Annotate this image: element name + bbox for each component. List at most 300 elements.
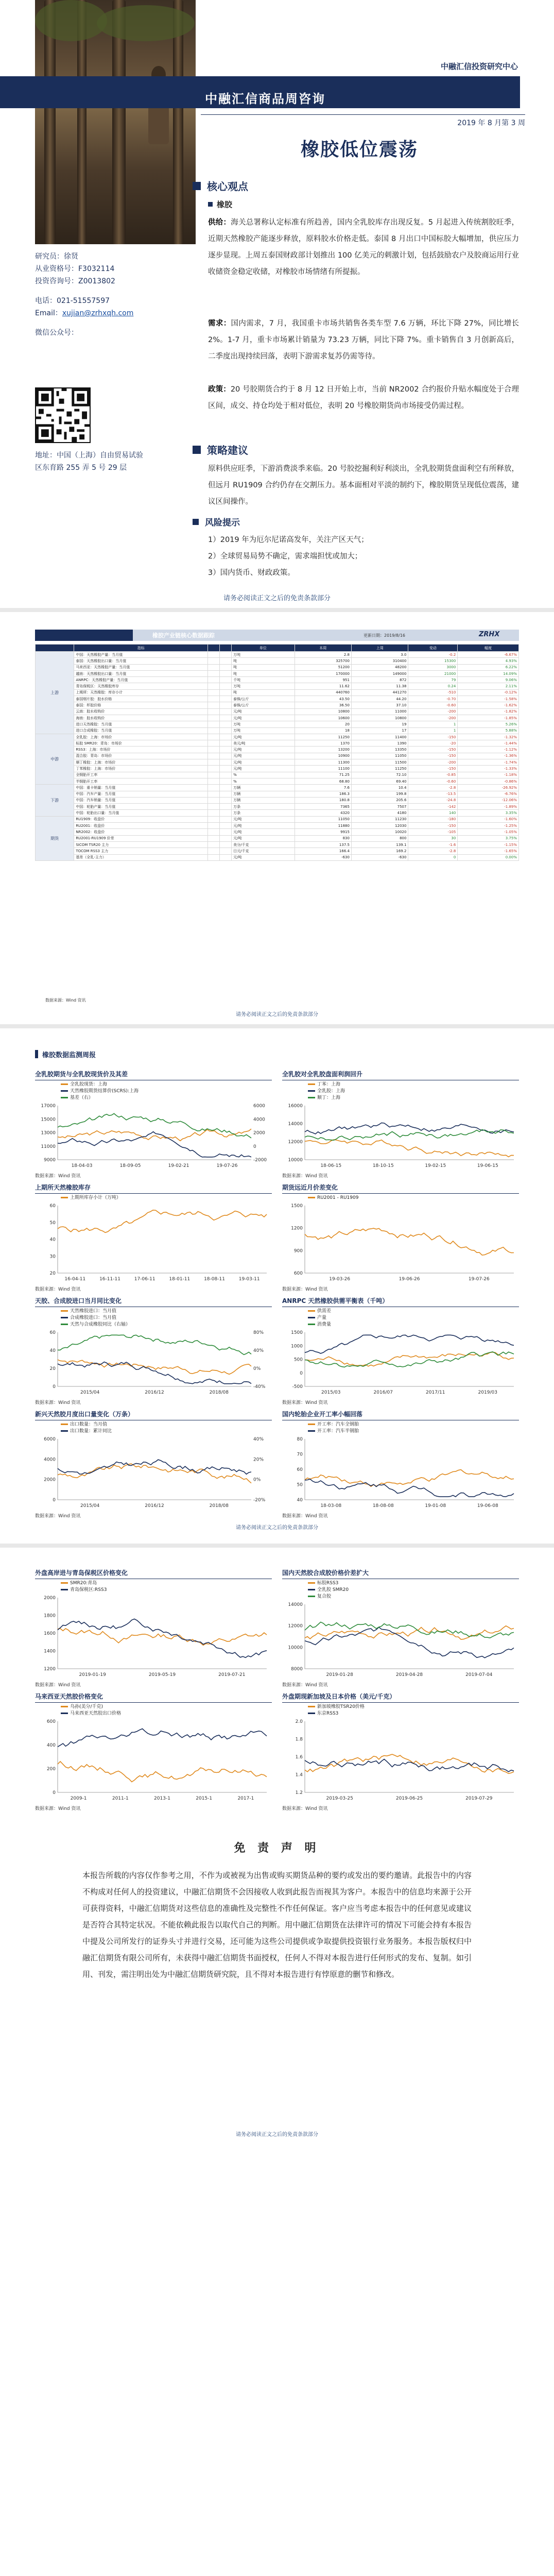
legend-swatch xyxy=(308,1317,315,1318)
table-update-date: 更新日期：2019/8/16 xyxy=(363,633,406,638)
table-cell xyxy=(208,696,220,702)
table-cell xyxy=(208,734,220,740)
y-tick-label: 10000 xyxy=(288,1645,303,1651)
table-cell: 万条 xyxy=(232,810,295,816)
table-cell: -150 xyxy=(408,753,458,759)
risk-item-1: 1）2019 年为厄尔尼诺高发年，关注产区天气； xyxy=(208,536,369,544)
table-cell: 10900 xyxy=(295,753,351,759)
table-cell xyxy=(220,804,232,810)
table-cell xyxy=(208,841,220,848)
y-tick-label: 1200 xyxy=(44,1667,56,1672)
table-cell: -150 xyxy=(408,734,458,740)
x-tick-label: 19-07-26 xyxy=(468,1277,490,1282)
blank-tail xyxy=(0,2156,554,2576)
x-tick-label: 2013-1 xyxy=(154,1796,170,1801)
table-cell: 2.8 xyxy=(295,652,351,658)
y-tick-label: 1500 xyxy=(291,1204,303,1209)
x-tick-label: 2015/03 xyxy=(321,1390,341,1395)
y-tick-label: 50 xyxy=(297,1482,303,1488)
table-cell: 12030 xyxy=(351,823,408,829)
table-cell: 21000 xyxy=(408,670,458,676)
table-cell: 吨 xyxy=(232,689,295,696)
footer-disclaimer-note: 请务必阅读正文之后的免责条款部分 xyxy=(236,2132,318,2138)
table-cell xyxy=(208,652,220,658)
x-tick-label: 18-09-05 xyxy=(119,1163,141,1168)
legend-label: 出口数量：累计同比 xyxy=(70,1429,112,1434)
table-header-band-dark xyxy=(35,630,133,641)
table-cell: -1.89% xyxy=(458,804,519,810)
table-cell: 140 xyxy=(408,810,458,816)
legend-swatch xyxy=(308,1097,315,1098)
table-cell: 79 xyxy=(408,677,458,683)
y-tick-label: 1.2 xyxy=(295,1790,303,1795)
report-title: 橡胶低位震荡 xyxy=(301,139,419,160)
table-cell: 越南：天然橡胶出口量：当月值 xyxy=(74,670,208,676)
table-category-cell: 期货 xyxy=(36,816,74,860)
table-cell xyxy=(220,670,232,676)
table-cell: 169.2 xyxy=(351,848,408,854)
table-row xyxy=(36,702,519,708)
legend-swatch xyxy=(61,1423,68,1425)
table-cell: 泰国：天然橡胶出口量：当月值 xyxy=(74,658,208,664)
chart-axis xyxy=(305,1439,514,1500)
x-tick-label: 2018/08 xyxy=(209,1390,229,1395)
table-cell: 泰国烟片胶：胶水价格 xyxy=(74,696,208,702)
chart-axis xyxy=(305,1604,514,1669)
table-cell: -0.60 xyxy=(408,778,458,784)
table-cell: 万辆 xyxy=(232,797,295,803)
table-row xyxy=(36,810,519,816)
table-cell: 137.5 xyxy=(295,841,351,848)
y-tick-label: 500 xyxy=(293,1357,303,1363)
supply-text: 海关总署称认定标准有所趋善，国内全乳胶库存出现反复。5 月起进入传统割胶旺季，近期天然橡胶产能逐步释放，原料胶水价格走低。泰国 8 月出口中国标胶大幅增加，供应压力逐步显现。上周五泰国财政部计划推出 100 亿美元的刺激计划，包括鼓励农户及胶商运用行业收储资金稳定收储，对橡胶市场情绪有所提振。 xyxy=(208,218,519,276)
x-tick-label: 2016/12 xyxy=(145,1503,164,1509)
legend-label: SMR20:青岛 xyxy=(70,1581,97,1586)
table-cell: % xyxy=(232,772,295,778)
legend-label: 天然橡胶进口：当月值 xyxy=(70,1309,117,1314)
table-cell xyxy=(208,797,220,803)
table-cell: 马来西亚：天然橡胶产量：当月值 xyxy=(74,664,208,670)
rubber-plantation-photo xyxy=(35,0,196,244)
table-cell: RU2001-RU1909 价差 xyxy=(74,835,208,841)
table-cell: 1 xyxy=(408,721,458,727)
table-cell xyxy=(208,854,220,860)
table-cell: 11500 xyxy=(351,759,408,766)
legend-swatch xyxy=(308,1582,315,1584)
table-cell: -1.74% xyxy=(458,759,519,766)
y-tick-label: 13000 xyxy=(41,1130,56,1136)
y-tick-label: -500 xyxy=(292,1384,303,1389)
series-line xyxy=(58,1729,267,1747)
heading-square-icon xyxy=(193,182,201,190)
table-logo: ZRHX xyxy=(479,631,500,638)
legend-swatch xyxy=(61,1310,68,1312)
table-cell: 17 xyxy=(351,727,408,734)
table-row xyxy=(36,734,519,740)
core-data-table xyxy=(35,644,519,861)
y-tick-label: 70 xyxy=(297,1452,303,1458)
x-tick-label: 2017/11 xyxy=(426,1390,445,1395)
table-cell xyxy=(220,658,232,664)
disclaimer-text: 本报告所载的内容仅作参考之用，不作为或被视为出售或购买期货品种的要约或发出的要约邀请。此报告中的内容不构成对任何人的投资建议，中融汇信期货不会因接收人收到此报告而视其为客户。本报告中的信息均来源于公开可获得资料，中融汇信期货对这些信息的准确性及完整性不作任何保证。客户应当考虑本报告中的任何意见或建议是否符合其特定状况。不能依赖此报告以取代自己的判断。用中融汇信期货在法律许可的情况下可能会持有本报告中提及公司所发行的证券头寸并进行交易，还可能为这些公司提供或争取提供投资银行业务服务。本报告版权归中融汇信期货有限公司所有，未获得中融汇信期货书面授权，任何人不得对本报告进行任何形式的发布、复制。如引用、刊发，需注明出处为中融汇信期货研究院，且不得对本报告进行有悖原意的删节和修改。 xyxy=(82,1871,472,1979)
legend-label: 消费量 xyxy=(317,1322,332,1327)
table-cell: 中国：重卡销量：当月值 xyxy=(74,785,208,791)
table-row xyxy=(36,829,519,835)
table-cell xyxy=(208,702,220,708)
table-cell xyxy=(220,696,232,702)
chart-source: 数据来源：Wind 资讯 xyxy=(35,1287,81,1292)
table-cell: 万吨 xyxy=(232,727,295,734)
table-cell: 元/吨 xyxy=(232,823,295,829)
table-cell xyxy=(220,816,232,822)
table-cell: -1.58% xyxy=(458,696,519,702)
table-cell: RU2001：收盘价 xyxy=(74,823,208,829)
chart-panel xyxy=(35,1692,272,1811)
table-cell: 13350 xyxy=(351,747,408,753)
table-column-header: 变动 xyxy=(408,645,458,652)
table-row xyxy=(36,766,519,772)
chart-title: 全乳胶期货与全乳胶现货价及其差 xyxy=(35,1070,272,1080)
y-tick-label: 2000 xyxy=(44,1596,56,1601)
chart-panel xyxy=(282,1070,519,1179)
x-tick-label: 19-06-26 xyxy=(399,1277,420,1282)
table-cell xyxy=(220,772,232,778)
table-cell: 830 xyxy=(295,835,351,841)
table-row xyxy=(36,778,519,784)
table-cell: 2.11% xyxy=(458,683,519,689)
legend-swatch xyxy=(308,1589,315,1590)
y-tick-label: 30 xyxy=(49,1254,56,1260)
table-cell: 44.20 xyxy=(351,696,408,702)
y-right-tick-label: 6000 xyxy=(253,1104,265,1109)
table-cell: ANRPC：天然橡胶产量：当月值 xyxy=(74,677,208,683)
y-tick-label: 1600 xyxy=(44,1631,56,1636)
table-cell xyxy=(208,747,220,753)
table-cell xyxy=(220,848,232,854)
chart-title: 马来西亚天然胶价格变化 xyxy=(35,1692,272,1703)
x-tick-label: 2019-07-21 xyxy=(218,1672,246,1677)
y-tick-label: 1.6 xyxy=(295,1755,303,1760)
email-link[interactable]: xujian@zrhxqh.com xyxy=(62,309,134,317)
chart-panel xyxy=(35,1296,272,1405)
chart-source: 数据来源：Wind 资讯 xyxy=(35,1400,81,1405)
table-cell: 万辆 xyxy=(232,785,295,791)
legend-swatch xyxy=(308,1324,315,1325)
y-right-tick-label: 0 xyxy=(253,1144,256,1149)
chart-panel xyxy=(282,1183,519,1292)
table-cell: 951 xyxy=(295,677,351,683)
table-cell: -180 xyxy=(408,816,458,822)
table-cell: 69.40 xyxy=(351,778,408,784)
strategy-heading xyxy=(193,442,248,457)
risk-heading xyxy=(193,515,240,528)
table-row xyxy=(36,715,519,721)
table-cell: 3.75% xyxy=(458,835,519,841)
table-row xyxy=(36,854,519,860)
y-tick-label: 12000 xyxy=(288,1623,303,1629)
table-cell: -2.8 xyxy=(408,785,458,791)
table-cell xyxy=(208,689,220,696)
table-cell: 11250 xyxy=(351,766,408,772)
table-cell: 1370 xyxy=(295,740,351,747)
x-tick-label: 18-10-15 xyxy=(372,1163,394,1168)
table-cell: 7507 xyxy=(351,804,408,810)
y-tick-label: 1.4 xyxy=(295,1772,303,1778)
page-separator xyxy=(0,608,554,612)
table-cell: -6.67% xyxy=(458,652,519,658)
y-tick-label: 600 xyxy=(293,1271,303,1276)
chart-axis xyxy=(58,1721,267,1792)
legend-label: 全乳胶：上海 xyxy=(317,1089,345,1094)
legend-label: 开工率：汽车半钢胎 xyxy=(317,1429,359,1434)
table-cell xyxy=(208,810,220,816)
chart-source: 数据来源：Wind 资讯 xyxy=(35,1683,81,1688)
chart-source: 数据来源：Wind 资讯 xyxy=(282,1400,328,1405)
table-cell xyxy=(208,772,220,778)
chart-title: 新兴天然胶月度出口量变化（万条） xyxy=(35,1410,272,1420)
table-cell xyxy=(220,689,232,696)
supply-label: 供给： xyxy=(208,218,231,227)
table-column-header xyxy=(36,645,74,652)
chart-axis xyxy=(305,1721,514,1792)
table-cell: 10020 xyxy=(351,829,408,835)
table-row xyxy=(36,848,519,854)
y-tick-label: 60 xyxy=(49,1330,56,1335)
chart-title: 天胶、合成胶进口当月同比变化 xyxy=(35,1296,272,1307)
table-column-header: 指标 xyxy=(74,645,208,652)
table-cell: -13.5 xyxy=(408,791,458,797)
table-row xyxy=(36,696,519,702)
table-cell xyxy=(220,664,232,670)
footer-disclaimer-note: 请务必阅读正文之后的免责条款部分 xyxy=(236,1012,318,1018)
core-view-heading xyxy=(193,178,248,193)
table-cell: -20 xyxy=(408,740,458,747)
table-cell: % xyxy=(232,778,295,784)
table-cell: 元/吨 xyxy=(232,753,295,759)
table-cell xyxy=(208,708,220,715)
y-tick-label: 1200 xyxy=(291,1226,303,1231)
table-cell: 5.88% xyxy=(458,727,519,734)
table-cell: -1.82% xyxy=(458,708,519,715)
heading-square-icon xyxy=(193,446,201,454)
table-row xyxy=(36,841,519,848)
y-tick-label: 40 xyxy=(49,1348,56,1353)
section-bar-icon xyxy=(35,1050,38,1058)
license-number: 从业资格号：F3032114 xyxy=(35,265,115,273)
x-tick-label: 18-06-15 xyxy=(320,1163,342,1168)
y-right-tick-label: 0% xyxy=(253,1366,261,1371)
chart-plot xyxy=(35,1420,272,1511)
table-row xyxy=(36,727,519,734)
table-cell xyxy=(220,854,232,860)
table-cell: 440760 xyxy=(295,689,351,696)
table-row xyxy=(36,835,519,841)
series-line xyxy=(58,1619,267,1657)
table-cell xyxy=(208,658,220,664)
y-right-tick-label: 0% xyxy=(253,1477,261,1483)
address-line-1: 地址：中国（上海）自由贸易试验 xyxy=(35,451,143,460)
table-cell: 元/吨 xyxy=(232,734,295,740)
table-cell: -142 xyxy=(408,804,458,810)
y-tick-label: 6000 xyxy=(44,1437,56,1442)
legend-swatch xyxy=(308,1310,315,1312)
table-row xyxy=(36,772,519,778)
table-cell: 元/吨 xyxy=(232,854,295,860)
policy-label: 政策： xyxy=(208,385,231,394)
y-tick-label: 0 xyxy=(53,1384,56,1389)
series-line xyxy=(305,1479,514,1497)
table-cell: 14.09% xyxy=(458,670,519,676)
table-header-row xyxy=(36,645,519,652)
legend-label: 上期所库存小计（万吨） xyxy=(70,1195,122,1200)
table-cell xyxy=(220,759,232,766)
legend-swatch xyxy=(61,1706,68,1707)
y-tick-label: 14000 xyxy=(288,1602,303,1607)
legend-swatch xyxy=(61,1589,68,1590)
table-cell xyxy=(208,677,220,683)
y-tick-label: 14000 xyxy=(288,1122,303,1127)
series-line xyxy=(305,1352,514,1366)
chart-axis xyxy=(58,1598,267,1669)
table-cell: 166.4 xyxy=(295,848,351,854)
footer-disclaimer-note: 请务必阅读正文之后的免责条款部分 xyxy=(223,595,331,602)
legend-label: 标胶RSS3 xyxy=(317,1581,339,1586)
table-cell: 10600 xyxy=(295,715,351,721)
table-cell: 中国：轮胎出口量：当月值 xyxy=(74,810,208,816)
table-cell: 全钢胎开工率 xyxy=(74,772,208,778)
table-cell: 基差（全乳-主力） xyxy=(74,854,208,860)
table-column-header: 单位 xyxy=(232,645,295,652)
table-cell: 混合胶：青岛：市场价 xyxy=(74,753,208,759)
y-tick-label: 1.8 xyxy=(295,1737,303,1742)
y-tick-label: 2.0 xyxy=(295,1719,303,1724)
table-category-cell: 上游 xyxy=(36,652,74,734)
table-row xyxy=(36,683,519,689)
table-cell: 11050 xyxy=(295,816,351,822)
legend-label: 天然橡胶期货结算价(SCRS):上海 xyxy=(70,1089,139,1094)
x-tick-label: 2019-05-19 xyxy=(148,1672,176,1677)
legend-label: 出口数量：当月值 xyxy=(70,1422,108,1427)
y-tick-label: 0 xyxy=(53,1498,56,1503)
chart-plot xyxy=(35,1307,272,1398)
chart-panel xyxy=(35,1183,272,1292)
table-cell: 800 xyxy=(351,835,408,841)
x-tick-label: 2016/07 xyxy=(373,1390,393,1395)
risk-heading-text: 风险提示 xyxy=(205,518,240,528)
chart-title: 国内轮胎企业开工率小幅回落 xyxy=(282,1410,519,1420)
table-cell: 泰铢/公斤 xyxy=(232,696,295,702)
table-cell xyxy=(208,664,220,670)
table-cell: 441270 xyxy=(351,689,408,696)
y-tick-label: 4000 xyxy=(44,1457,56,1463)
x-tick-label: 18-03-08 xyxy=(320,1503,342,1509)
table-cell: 中国：汽车产量：当月值 xyxy=(74,791,208,797)
band-title: 中融汇信商品周咨询 xyxy=(205,92,325,106)
chart-axis xyxy=(58,1439,251,1500)
y-tick-label: 10000 xyxy=(288,1158,303,1163)
table-cell xyxy=(220,753,232,759)
table-cell: 元/吨 xyxy=(232,747,295,753)
chart-plot xyxy=(35,1579,272,1680)
table-cell: 48200 xyxy=(351,664,408,670)
table-cell: 元/吨 xyxy=(232,708,295,715)
y-tick-label: 1400 xyxy=(44,1649,56,1654)
table-cell xyxy=(208,785,220,791)
table-cell xyxy=(220,810,232,816)
table-cell: -2.8 xyxy=(408,848,458,854)
table-cell: 标胶 SMR20：青岛：市场价 xyxy=(74,740,208,747)
series-line xyxy=(305,1352,514,1367)
table-cell: -1.18% xyxy=(458,772,519,778)
table-cell xyxy=(208,835,220,841)
table-cell: 68.80 xyxy=(295,778,351,784)
table-category-cell: 中游 xyxy=(36,734,74,784)
table-category-cell: 下游 xyxy=(36,785,74,816)
table-cell: 美元/吨 xyxy=(232,740,295,747)
table-cell: 11880 xyxy=(295,823,351,829)
table-cell: 6.22% xyxy=(458,664,519,670)
y-tick-label: 11000 xyxy=(41,1144,56,1149)
table-cell: -1.33% xyxy=(458,766,519,772)
table-cell: 元/吨 xyxy=(232,759,295,766)
series-line xyxy=(58,1113,251,1138)
x-tick-label: 2019-07-04 xyxy=(465,1672,493,1677)
table-cell: -1.32% xyxy=(458,734,519,740)
table-cell: 9.06% xyxy=(458,677,519,683)
y-tick-label: 600 xyxy=(46,1719,56,1724)
table-cell: 872 xyxy=(351,677,408,683)
table-cell: 元/吨 xyxy=(232,766,295,772)
table-cell: -1.15% xyxy=(458,841,519,848)
y-tick-label: 400 xyxy=(46,1743,56,1748)
table-source: 数据来源：Wind 资讯 xyxy=(45,998,86,1003)
wechat-qr-code xyxy=(35,387,91,443)
y-tick-label: 40 xyxy=(297,1498,303,1503)
table-cell: 进口合成橡胶：当月值 xyxy=(74,727,208,734)
legend-swatch xyxy=(308,1430,315,1432)
x-tick-label: 19-02-15 xyxy=(425,1163,446,1168)
table-cell: 10800 xyxy=(295,708,351,715)
table-column-header xyxy=(220,645,232,652)
legend-label: 青岛保税区:RSS3 xyxy=(70,1587,107,1592)
series-line xyxy=(305,1335,514,1353)
table-header-band xyxy=(35,630,519,641)
table-cell: 11.62 xyxy=(295,683,351,689)
table-cell: -0.70 xyxy=(408,696,458,702)
table-cell: 吨 xyxy=(232,664,295,670)
table-cell: 36.50 xyxy=(295,702,351,708)
legend-swatch xyxy=(61,1090,68,1092)
legend-swatch xyxy=(61,1083,68,1085)
table-cell: 元/吨 xyxy=(232,829,295,835)
chart-panel xyxy=(282,1568,519,1688)
y-tick-label: 40 xyxy=(49,1237,56,1243)
table-cell: 37.10 xyxy=(351,702,408,708)
x-tick-label: 17-06-11 xyxy=(134,1277,155,1282)
x-tick-label: 2016/12 xyxy=(145,1390,164,1395)
researcher: 研究员：徐贤 xyxy=(35,252,78,261)
table-cell: -1.62% xyxy=(458,702,519,708)
y-right-tick-label: 40% xyxy=(253,1348,264,1353)
y-tick-label: 16000 xyxy=(288,1104,303,1109)
table-cell: -1.60% xyxy=(458,816,519,822)
table-cell: -1.25% xyxy=(458,823,519,829)
table-cell: 进口天然橡胶：当月值 xyxy=(74,721,208,727)
table-cell: -510 xyxy=(408,689,458,696)
table-cell xyxy=(208,727,220,734)
table-body xyxy=(36,652,519,861)
table-cell: -0.85 xyxy=(408,772,458,778)
